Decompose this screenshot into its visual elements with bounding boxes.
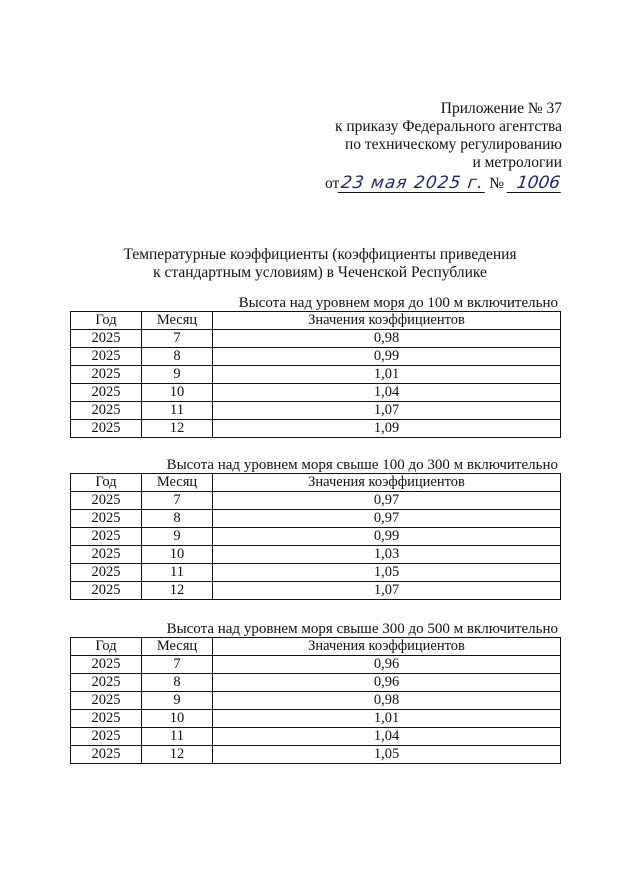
table-row <box>71 402 561 420</box>
section-100-to-300m <box>70 458 560 600</box>
cell-value: 1,05 <box>213 564 561 582</box>
appendix-metrology-line: и метрологии <box>472 154 562 171</box>
cell-month: 9 <box>142 692 213 710</box>
cell-value: 0,96 <box>213 656 561 674</box>
cell-year: 2025 <box>71 330 142 348</box>
date-prefix: от <box>324 175 340 192</box>
cell-month: 9 <box>142 366 213 384</box>
cell-year: 2025 <box>71 746 142 764</box>
appendix-header <box>325 100 562 193</box>
appendix-agency-line: по техническому регулированию <box>344 136 562 153</box>
cell-month: 8 <box>142 348 213 366</box>
table-row <box>71 366 561 384</box>
column-header-month: Месяц <box>142 474 213 492</box>
table-row <box>71 420 561 438</box>
cell-month: 8 <box>142 674 213 692</box>
cell-value: 0,96 <box>213 674 561 692</box>
cell-value: 1,01 <box>213 366 561 384</box>
column-header-month: Месяц <box>142 312 213 330</box>
cell-month: 7 <box>142 330 213 348</box>
cell-year: 2025 <box>71 420 142 438</box>
coefficients-table <box>70 637 561 764</box>
document-title <box>70 246 570 282</box>
cell-value: 1,01 <box>213 710 561 728</box>
cell-year: 2025 <box>71 402 142 420</box>
cell-month: 10 <box>142 384 213 402</box>
table-row <box>71 674 561 692</box>
table-header-row <box>71 312 561 330</box>
column-header-year: Год <box>71 638 142 656</box>
cell-value: 1,09 <box>213 420 561 438</box>
cell-month: 11 <box>142 402 213 420</box>
cell-value: 1,04 <box>213 728 561 746</box>
cell-value: 0,98 <box>213 330 561 348</box>
title-line-1: Температурные коэффициенты (коэффициенты приведения <box>123 246 517 263</box>
column-header-month: Месяц <box>142 638 213 656</box>
cell-month: 8 <box>142 510 213 528</box>
cell-month: 10 <box>142 710 213 728</box>
table-row <box>71 528 561 546</box>
table-row <box>71 330 561 348</box>
cell-month: 12 <box>142 746 213 764</box>
table-row <box>71 492 561 510</box>
cell-value: 1,04 <box>213 384 561 402</box>
table-row <box>71 582 561 600</box>
cell-value: 0,97 <box>213 492 561 510</box>
handwritten-order-number: 1006 <box>507 174 564 193</box>
number-prefix: № <box>489 175 504 192</box>
table-row <box>71 692 561 710</box>
cell-year: 2025 <box>71 656 142 674</box>
cell-value: 1,07 <box>213 582 561 600</box>
cell-value: 0,99 <box>213 348 561 366</box>
table-row <box>71 710 561 728</box>
coefficients-table <box>70 311 561 438</box>
cell-value: 1,05 <box>213 746 561 764</box>
column-header-value: Значения коэффициентов <box>213 312 561 330</box>
table-row <box>71 384 561 402</box>
cell-year: 2025 <box>71 564 142 582</box>
cell-value: 0,98 <box>213 692 561 710</box>
handwritten-date: 23 мая 2025 г. <box>339 173 486 193</box>
section-caption: Высота над уровнем моря свыше 300 до 500 м включительно <box>166 621 558 637</box>
cell-year: 2025 <box>71 348 142 366</box>
cell-year: 2025 <box>71 528 142 546</box>
cell-value: 1,03 <box>213 546 561 564</box>
table-row <box>71 656 561 674</box>
section-caption: Высота над уровнем моря свыше 100 до 300 м включительно <box>166 457 558 473</box>
table-row <box>71 546 561 564</box>
table-row <box>71 348 561 366</box>
cell-value: 0,97 <box>213 510 561 528</box>
cell-year: 2025 <box>71 582 142 600</box>
appendix-order-line: к приказу Федерального агентства <box>334 118 562 135</box>
table-header-row <box>71 638 561 656</box>
cell-month: 10 <box>142 546 213 564</box>
section-caption: Высота над уровнем моря до 100 м включительно <box>238 295 558 311</box>
table-row <box>71 510 561 528</box>
cell-year: 2025 <box>71 546 142 564</box>
cell-month: 11 <box>142 564 213 582</box>
cell-year: 2025 <box>71 510 142 528</box>
column-header-value: Значения коэффициентов <box>213 474 561 492</box>
title-line-2: к стандартным условиям) в Чеченской Республике <box>153 264 487 281</box>
cell-value: 1,07 <box>213 402 561 420</box>
cell-year: 2025 <box>71 384 142 402</box>
table-header-row <box>71 474 561 492</box>
cell-year: 2025 <box>71 710 142 728</box>
appendix-number: Приложение № 37 <box>440 100 562 117</box>
cell-year: 2025 <box>71 674 142 692</box>
coefficients-table <box>70 473 561 600</box>
cell-year: 2025 <box>71 366 142 384</box>
section-300-to-500m <box>70 622 560 764</box>
table-row <box>71 564 561 582</box>
section-up-to-100m <box>70 296 560 438</box>
table-row <box>71 746 561 764</box>
column-header-value: Значения коэффициентов <box>213 638 561 656</box>
cell-month: 11 <box>142 728 213 746</box>
column-header-year: Год <box>71 312 142 330</box>
column-header-year: Год <box>71 474 142 492</box>
cell-value: 0,99 <box>213 528 561 546</box>
order-date-line <box>325 174 562 193</box>
cell-month: 7 <box>142 492 213 510</box>
cell-year: 2025 <box>71 692 142 710</box>
cell-year: 2025 <box>71 492 142 510</box>
table-row <box>71 728 561 746</box>
cell-month: 7 <box>142 656 213 674</box>
cell-month: 9 <box>142 528 213 546</box>
cell-month: 12 <box>142 420 213 438</box>
cell-year: 2025 <box>71 728 142 746</box>
cell-month: 12 <box>142 582 213 600</box>
